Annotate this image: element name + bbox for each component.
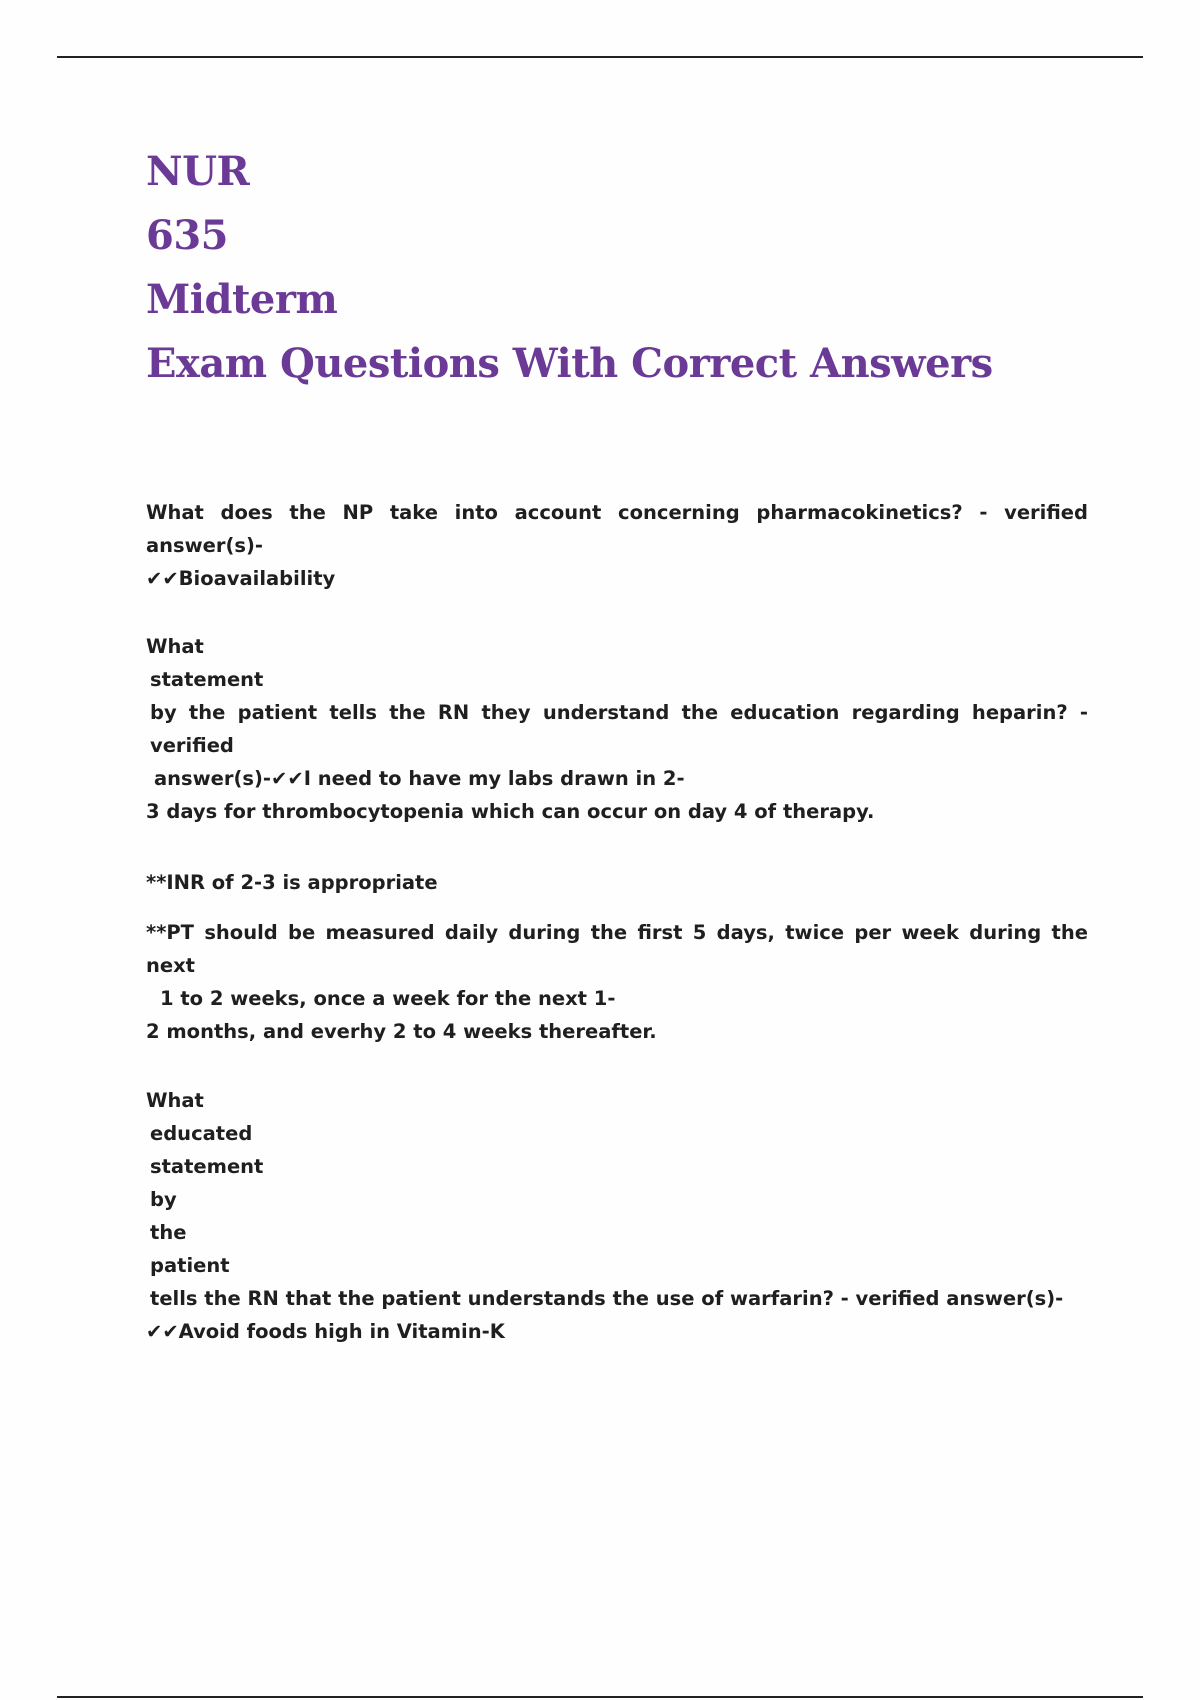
text-line: tells the RN that the patient understands the use of warfarin? - verified answer(s)- <box>150 1287 1064 1310</box>
qa-heparin <box>146 630 1088 828</box>
text-line: the <box>150 1221 187 1244</box>
note-pt <box>146 916 1088 1048</box>
text-line: **INR of 2-3 is appropriate <box>146 871 438 894</box>
answer-line: ✔✔Bioavailability <box>146 567 336 590</box>
title-line-2: 635 <box>146 212 228 259</box>
document-title <box>146 140 993 396</box>
qa-pharmacokinetics <box>146 496 1088 595</box>
text-line: statement <box>150 1155 264 1178</box>
answer-line: answer(s)-✔✔I need to have my labs drawn in 2- <box>154 767 685 790</box>
text-line: 2 months, and everhy 2 to 4 weeks thereafter. <box>146 1020 657 1043</box>
text-line: by the patient tells the RN they understand the education regarding heparin? - verified <box>150 701 1088 757</box>
text-line: What does the NP take into account concerning pharmacokinetics? - verified answer(s)- <box>146 501 1088 557</box>
note-inr <box>146 866 1088 899</box>
text-line: What <box>146 1089 204 1112</box>
top-rule <box>57 56 1143 58</box>
text-line: What <box>146 635 204 658</box>
title-line-1: NUR <box>146 148 250 195</box>
answer-line: 3 days for thrombocytopenia which can occur on day 4 of therapy. <box>146 800 875 823</box>
title-line-3: Midterm <box>146 276 338 323</box>
text-line: by <box>150 1188 177 1211</box>
text-line: statement <box>150 668 264 691</box>
text-line: patient <box>150 1254 230 1277</box>
text-line: educated <box>150 1122 253 1145</box>
title-line-4: Exam Questions With Correct Answers <box>146 340 993 387</box>
answer-line: ✔✔Avoid foods high in Vitamin-K <box>146 1320 505 1343</box>
qa-warfarin <box>146 1084 1088 1348</box>
bottom-rule <box>57 1696 1143 1698</box>
text-line: 1 to 2 weeks, once a week for the next 1- <box>160 987 616 1010</box>
text-line: **PT should be measured daily during the first 5 days, twice per week during the next <box>146 921 1088 977</box>
